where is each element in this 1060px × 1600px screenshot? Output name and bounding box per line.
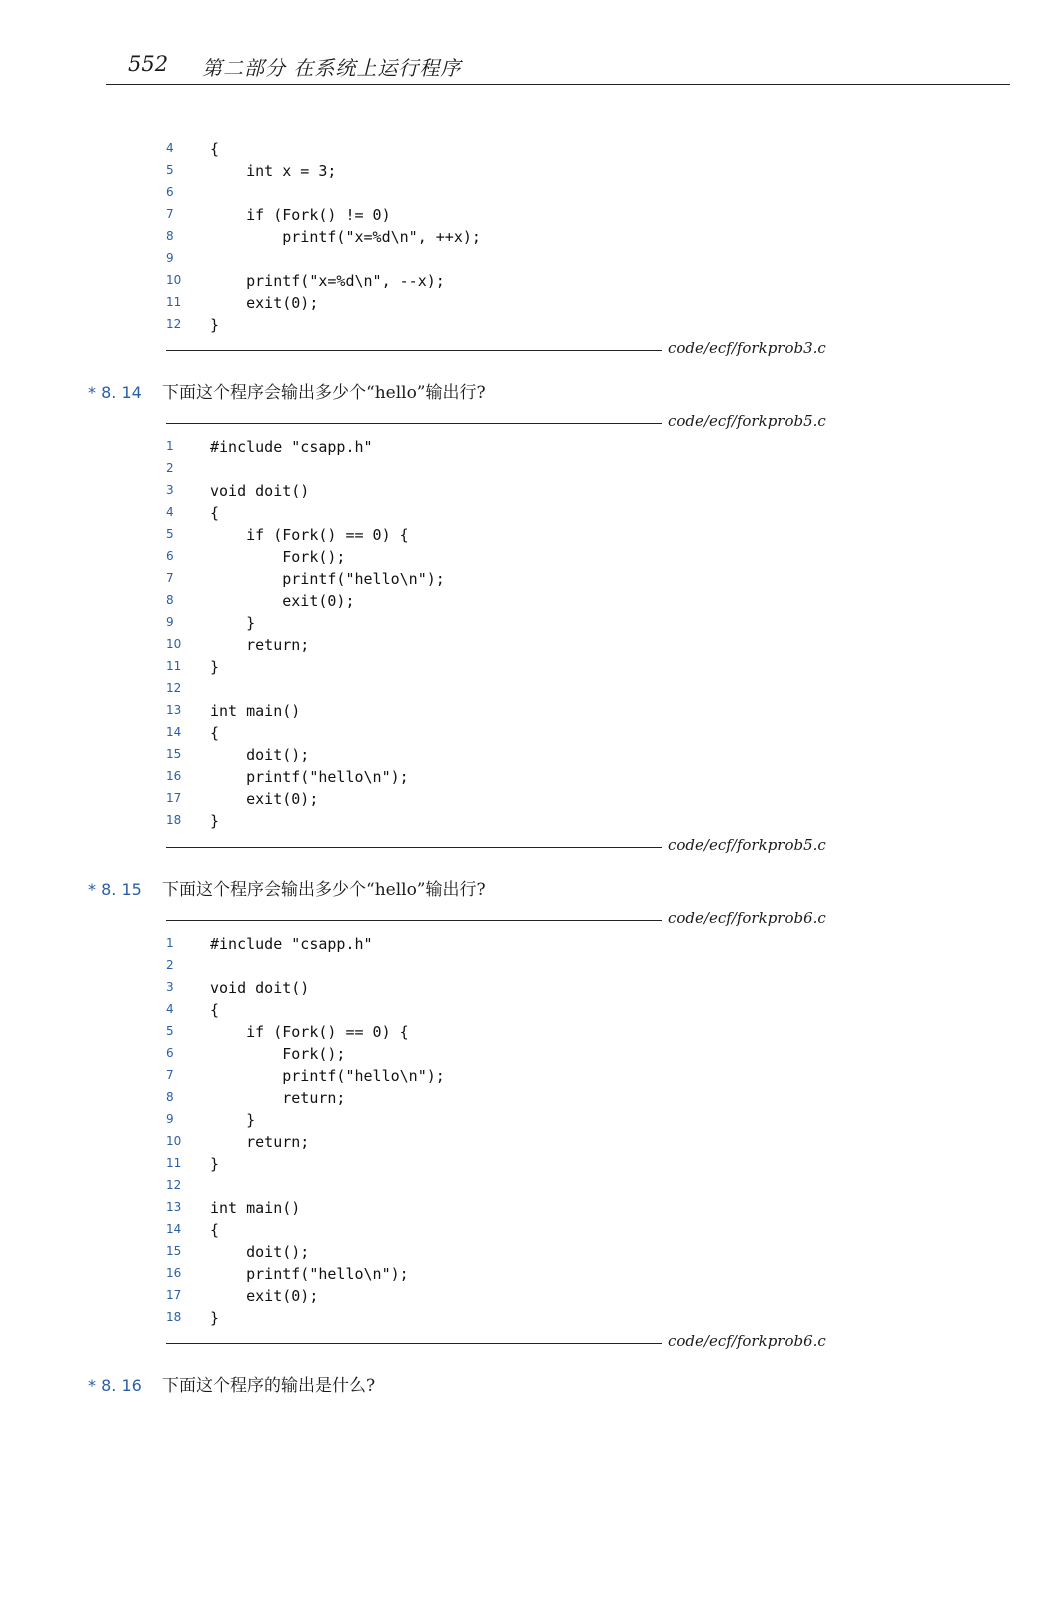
line-number: 11	[166, 295, 182, 309]
line-number: 2	[166, 461, 174, 475]
code-text: void doit()	[210, 482, 310, 500]
line-number: 7	[166, 571, 174, 585]
exercise-text: 下面这个程序的输出是什么?	[162, 1376, 376, 1396]
rule-line	[166, 847, 662, 848]
code-text: printf("x=%d\n", ++x);	[210, 228, 481, 246]
line-number: 4	[166, 505, 174, 519]
code-text: void doit()	[210, 979, 310, 997]
code-text: printf("hello\n");	[210, 768, 409, 786]
code-footer-rule	[166, 339, 826, 361]
rule-line	[166, 350, 662, 351]
code-text: return;	[210, 1089, 346, 1107]
line-number: 18	[166, 813, 182, 827]
code-header-rule	[166, 412, 826, 434]
line-number: 1	[166, 936, 174, 950]
line-number: 15	[166, 1244, 182, 1258]
exercise-number: * 8. 14	[88, 383, 142, 402]
code-text: printf("hello\n");	[210, 570, 445, 588]
code-text: #include "csapp.h"	[210, 438, 373, 456]
line-number: 14	[166, 725, 182, 739]
code-text: return;	[210, 636, 310, 654]
exercise-text: 下面这个程序会输出多少个“hello”输出行?	[162, 383, 486, 403]
line-number: 12	[166, 1178, 182, 1192]
line-number: 5	[166, 527, 174, 541]
page-number: 552	[128, 52, 169, 76]
code-text: {	[210, 724, 220, 742]
line-number: 5	[166, 163, 174, 177]
rule-line	[166, 920, 662, 921]
code-text: {	[210, 140, 220, 158]
code-text: Fork();	[210, 1045, 346, 1063]
exercise-text: 下面这个程序会输出多少个“hello”输出行?	[162, 880, 486, 900]
code-footer-rule	[166, 836, 826, 858]
line-number: 8	[166, 229, 174, 243]
line-number: 5	[166, 1024, 174, 1038]
code-text: }	[210, 316, 220, 334]
code-text: }	[210, 614, 256, 632]
code-text: if (Fork() != 0)	[210, 206, 391, 224]
line-number: 10	[166, 637, 182, 651]
code-text: exit(0);	[210, 592, 355, 610]
line-number: 12	[166, 681, 182, 695]
code-text: int main()	[210, 1199, 301, 1217]
code-text: printf("x=%d\n", --x);	[210, 272, 445, 290]
code-text: #include "csapp.h"	[210, 935, 373, 953]
code-text: }	[210, 812, 220, 830]
line-number: 7	[166, 1068, 174, 1082]
code-text: {	[210, 504, 220, 522]
running-head: 第二部分 在系统上运行程序	[202, 56, 462, 80]
line-number: 1	[166, 439, 174, 453]
line-number: 11	[166, 1156, 182, 1170]
code-text: }	[210, 658, 220, 676]
exercise-number: * 8. 15	[88, 880, 142, 899]
code-text: int main()	[210, 702, 301, 720]
line-number: 12	[166, 317, 182, 331]
exercise-number: * 8. 16	[88, 1376, 142, 1395]
code-text: exit(0);	[210, 294, 319, 312]
page-header	[106, 48, 1010, 85]
line-number: 17	[166, 791, 182, 805]
code-text: }	[210, 1111, 256, 1129]
code-text: if (Fork() == 0) {	[210, 1023, 409, 1041]
code-text: doit();	[210, 746, 310, 764]
exercise-8-16	[88, 1371, 375, 1396]
line-number: 9	[166, 1112, 174, 1126]
rule-line	[166, 423, 662, 424]
line-number: 13	[166, 1200, 182, 1214]
line-number: 9	[166, 251, 174, 265]
code-filename: code/ecf/forkprob6.c	[668, 909, 826, 927]
code-footer-rule	[166, 1332, 826, 1354]
line-number: 18	[166, 1310, 182, 1324]
line-number: 10	[166, 1134, 182, 1148]
line-number: 10	[166, 273, 182, 287]
line-number: 6	[166, 185, 174, 199]
code-text: exit(0);	[210, 1287, 319, 1305]
code-filename: code/ecf/forkprob5.c	[668, 836, 826, 854]
code-text: printf("hello\n");	[210, 1067, 445, 1085]
line-number: 8	[166, 593, 174, 607]
code-text: doit();	[210, 1243, 310, 1261]
code-text: int x = 3;	[210, 162, 337, 180]
code-text: if (Fork() == 0) {	[210, 526, 409, 544]
rule-line	[166, 1343, 662, 1344]
line-number: 8	[166, 1090, 174, 1104]
exercise-8-14	[88, 378, 486, 403]
line-number: 14	[166, 1222, 182, 1236]
line-number: 4	[166, 141, 174, 155]
line-number: 4	[166, 1002, 174, 1016]
code-text: exit(0);	[210, 790, 319, 808]
line-number: 16	[166, 1266, 182, 1280]
line-number: 17	[166, 1288, 182, 1302]
code-text: }	[210, 1155, 220, 1173]
code-text: Fork();	[210, 548, 346, 566]
line-number: 13	[166, 703, 182, 717]
code-header-rule	[166, 909, 826, 931]
code-text: {	[210, 1001, 220, 1019]
code-text: {	[210, 1221, 220, 1239]
line-number: 15	[166, 747, 182, 761]
code-text: return;	[210, 1133, 310, 1151]
code-filename: code/ecf/forkprob3.c	[668, 339, 826, 357]
code-text: }	[210, 1309, 220, 1327]
code-filename: code/ecf/forkprob6.c	[668, 1332, 826, 1350]
line-number: 9	[166, 615, 174, 629]
code-filename: code/ecf/forkprob5.c	[668, 412, 826, 430]
exercise-8-15	[88, 875, 486, 900]
line-number: 6	[166, 1046, 174, 1060]
line-number: 16	[166, 769, 182, 783]
line-number: 3	[166, 980, 174, 994]
line-number: 11	[166, 659, 182, 673]
line-number: 3	[166, 483, 174, 497]
line-number: 6	[166, 549, 174, 563]
line-number: 2	[166, 958, 174, 972]
line-number: 7	[166, 207, 174, 221]
code-text: printf("hello\n");	[210, 1265, 409, 1283]
